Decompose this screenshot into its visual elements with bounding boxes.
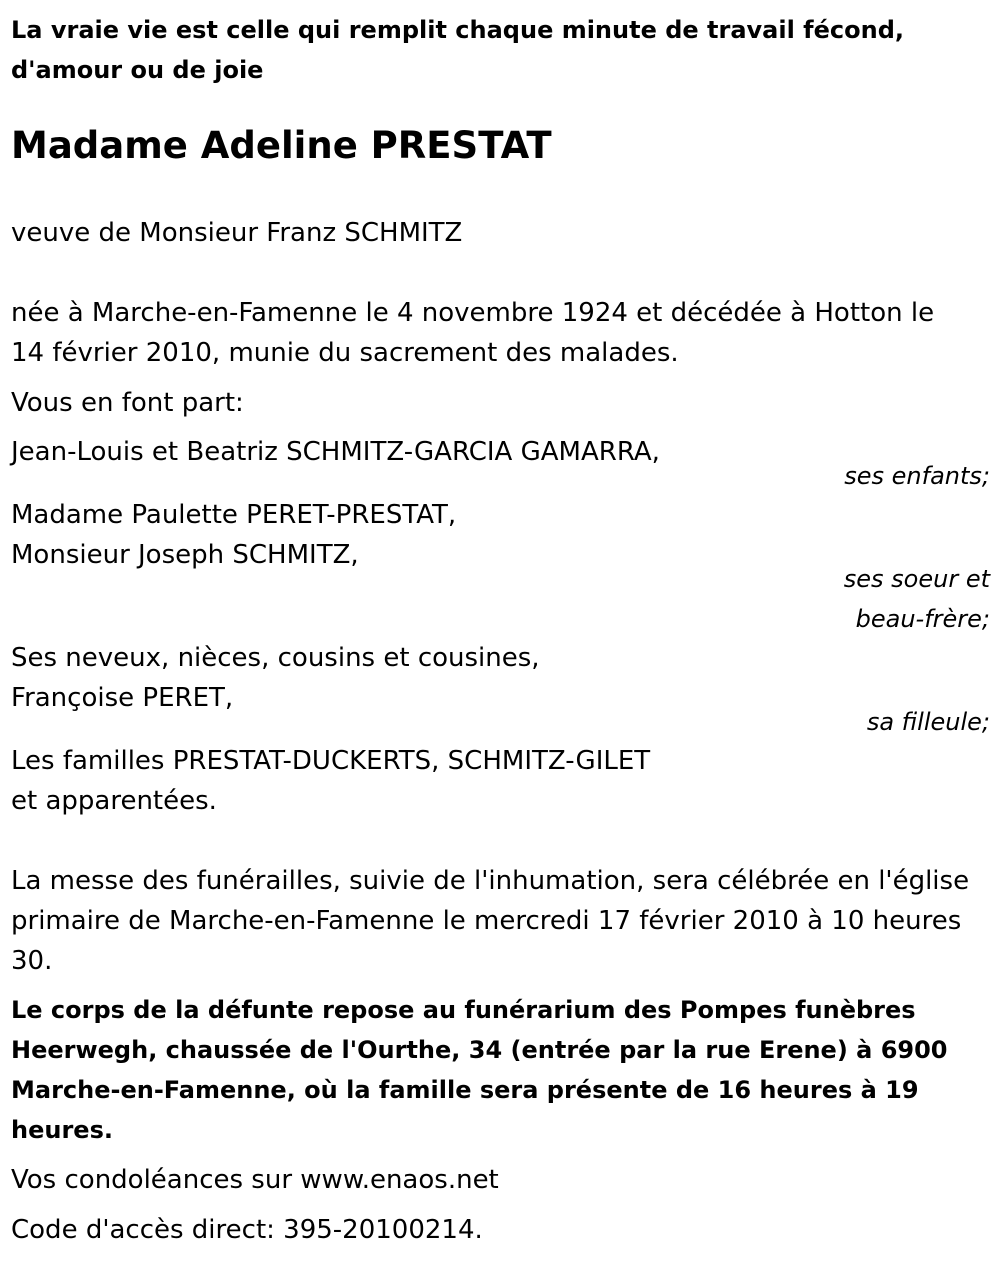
family-line: et apparentées. [11, 786, 217, 816]
quote-line: La vraie vie est celle qui remplit chaque minute de travail fécond, [11, 16, 904, 44]
spouse-line: veuve de Monsieur Franz SCHMITZ [11, 218, 463, 248]
text-line: Le corps de la défunte repose au funérarium des Pompes funèbres [11, 996, 916, 1024]
text-line: heures. [11, 1116, 113, 1144]
relation-line: beau-frère; [855, 605, 990, 633]
visitation-paragraph [11, 990, 986, 1150]
family-line: Françoise PERET, [11, 683, 234, 713]
text-line: Marche-en-Famenne, où la famille sera présente de 16 heures à 19 [11, 1076, 919, 1104]
epigraph-quote [11, 10, 986, 90]
family-group-children [11, 432, 986, 472]
family-group-siblings [11, 495, 986, 575]
access-code-line: Code d'accès direct: 395-20100214. [11, 1215, 483, 1245]
relation-line: sa filleule; [866, 708, 990, 736]
text-line: 30. [11, 946, 53, 976]
relation-line: ses enfants; [844, 462, 990, 490]
ceremony-paragraph [11, 861, 986, 981]
family-line: Les familles PRESTAT-DUCKERTS, SCHMITZ-GILET [11, 746, 651, 776]
text-line: La messe des funérailles, suivie de l'inhumation, sera célébrée en l'église [11, 866, 970, 896]
text-line: née à Marche-en-Famenne le 4 novembre 1924 et décédée à Hotton le [11, 298, 935, 328]
family-line: Madame Paulette PERET-PRESTAT, [11, 500, 457, 530]
family-line: Monsieur Joseph SCHMITZ, [11, 540, 359, 570]
family-group-nephews [11, 638, 986, 718]
relation-label [844, 456, 990, 496]
condolences-line: Vos condoléances sur www.enaos.net [11, 1165, 499, 1195]
family-line: Jean-Louis et Beatriz SCHMITZ-GARCIA GAMARRA, [11, 437, 660, 467]
relation-label [844, 559, 990, 639]
birth-death-paragraph [11, 293, 986, 373]
text-line: Heerwegh, chaussée de l'Ourthe, 34 (entrée par la rue Erene) à 6900 [11, 1036, 948, 1064]
text-line: primaire de Marche-en-Famenne le mercredi 17 février 2010 à 10 heures [11, 906, 962, 936]
relation-label [867, 702, 990, 742]
announcement-intro: Vous en font part: [11, 388, 244, 418]
deceased-name: Madame Adeline PRESTAT [11, 124, 552, 167]
family-group-families [11, 741, 986, 821]
text-line: 14 février 2010, munie du sacrement des malades. [11, 338, 679, 368]
family-line: Ses neveux, nièces, cousins et cousines, [11, 643, 540, 673]
relation-line: ses soeur et [843, 565, 990, 593]
quote-line: d'amour ou de joie [11, 56, 264, 84]
